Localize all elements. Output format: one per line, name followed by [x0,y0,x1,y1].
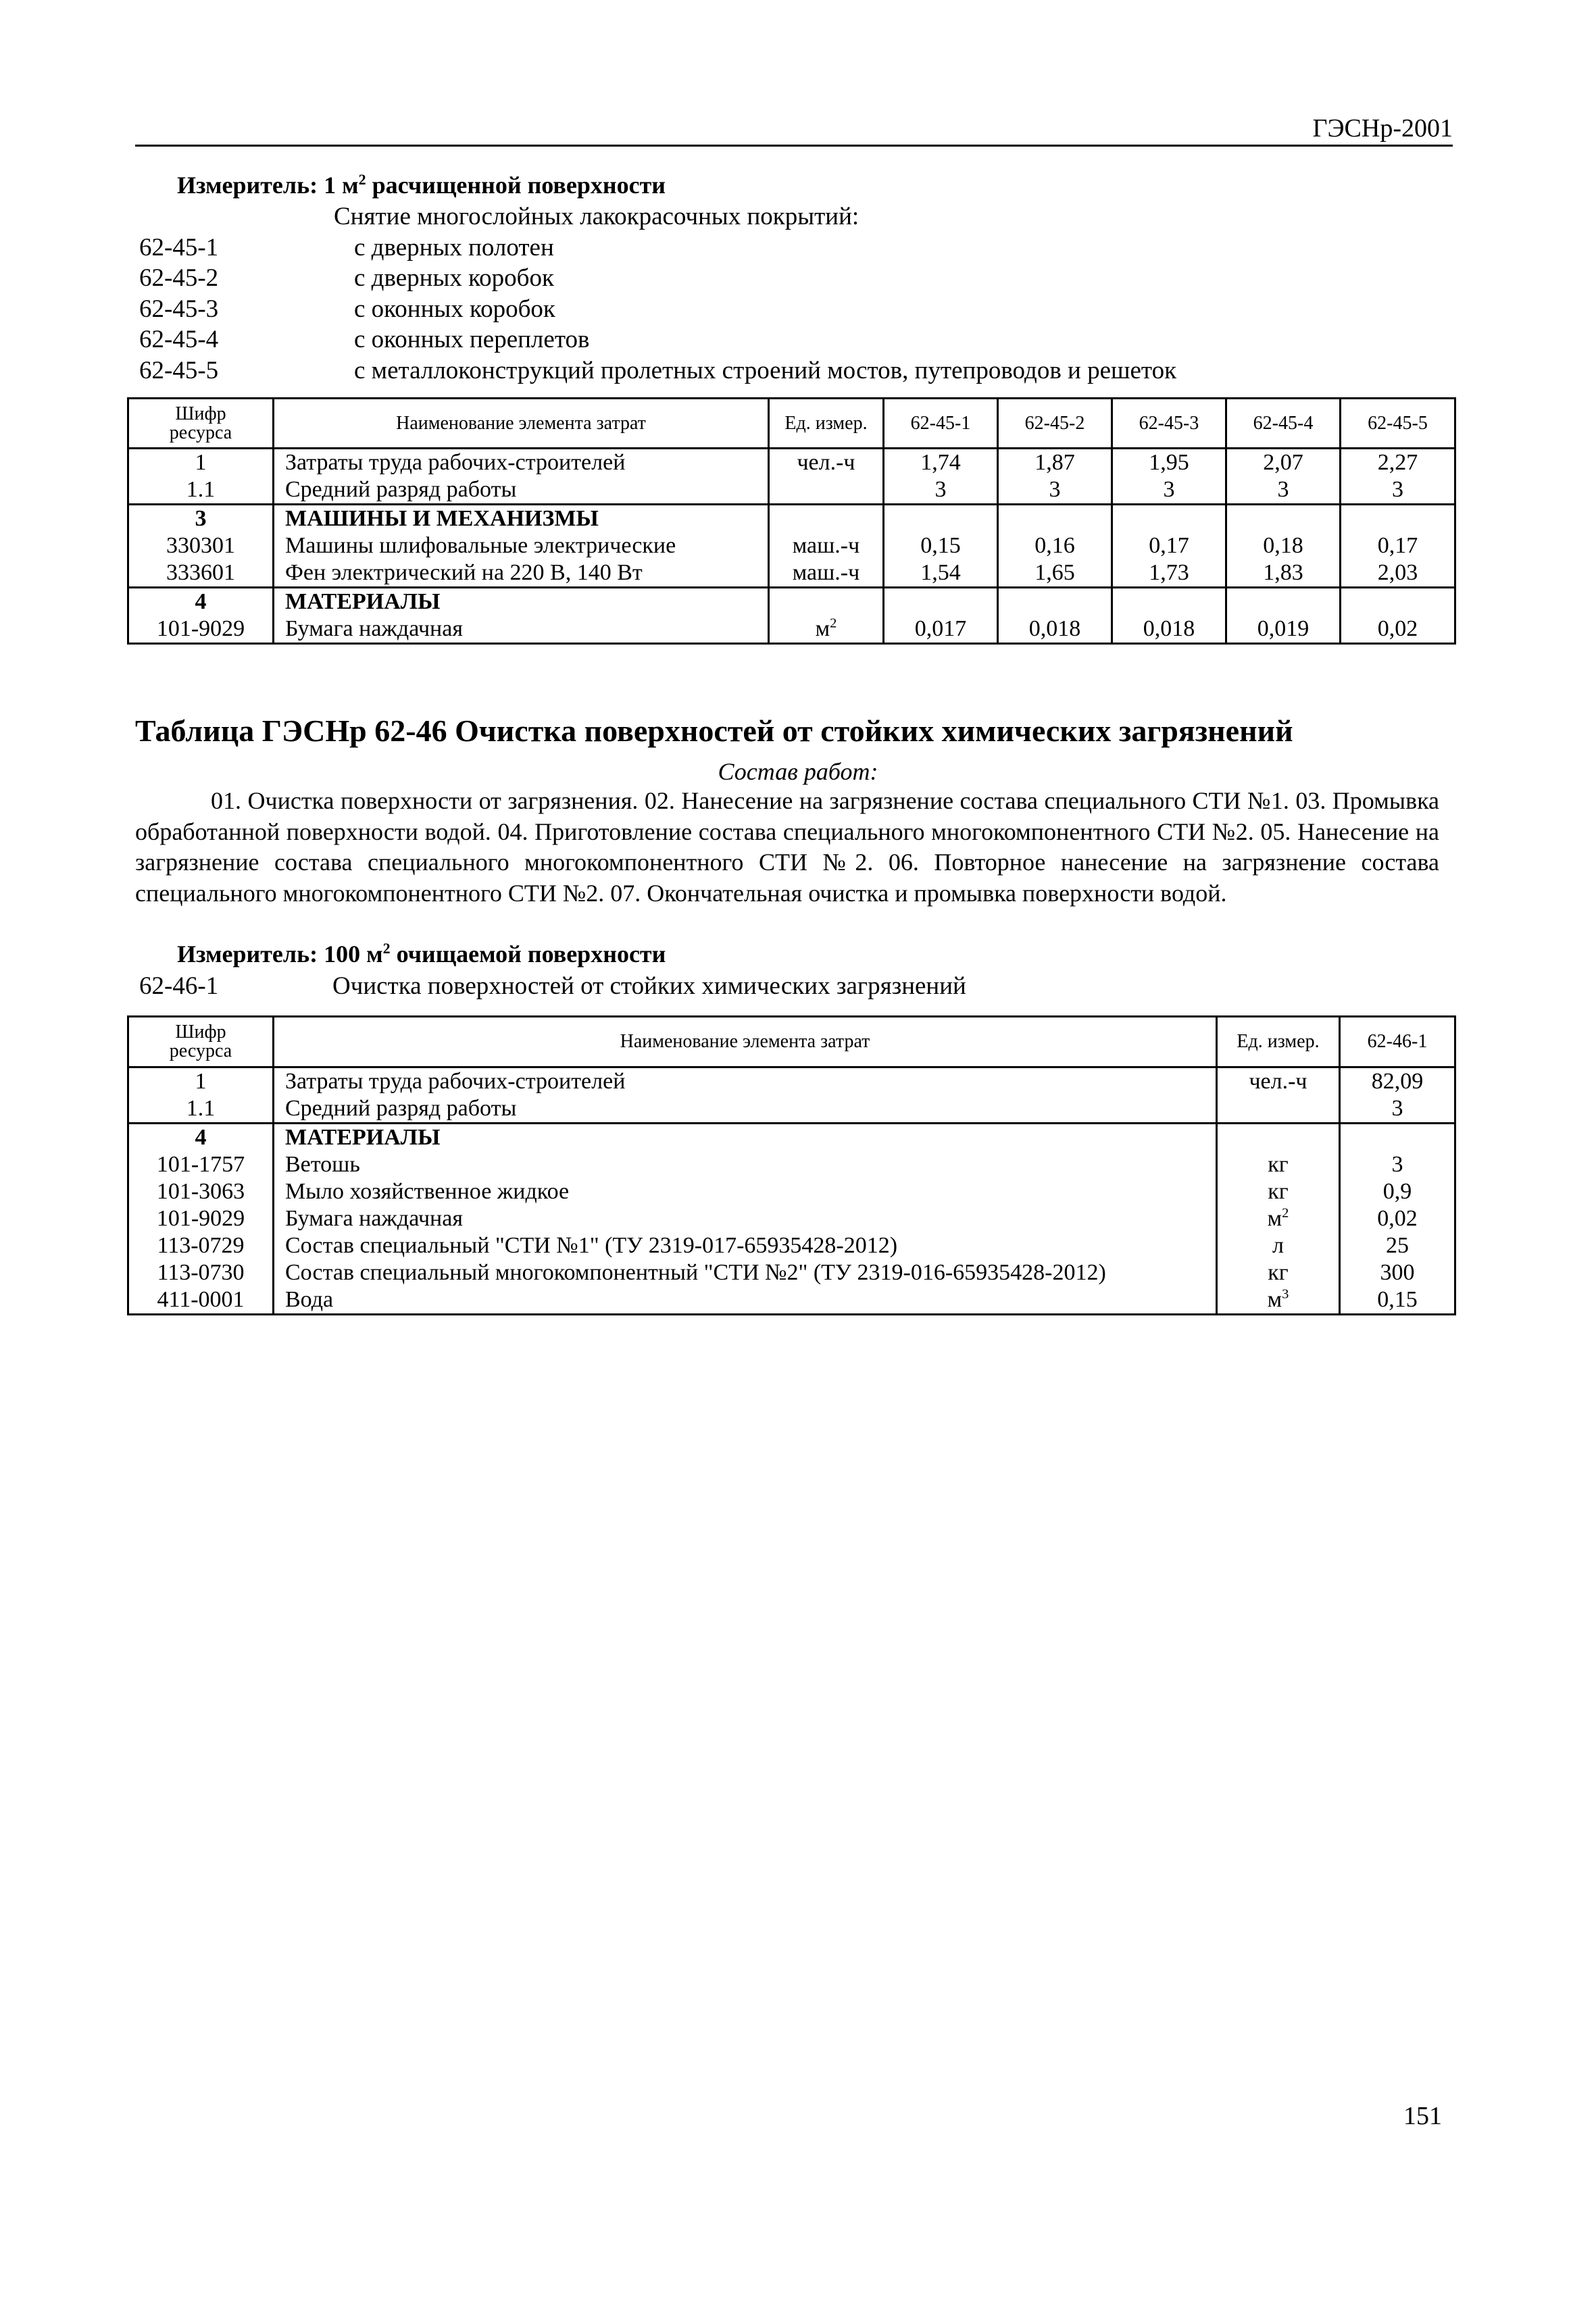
table-row [128,1151,1455,1178]
table-row [128,1259,1455,1286]
unit: чел.-ч [1217,1067,1340,1096]
resource-name: Затраты труда рабочих-строителей [274,1067,1217,1096]
norm-value: 2,07 [1226,449,1341,477]
norm-value: 1,74 [884,449,998,477]
table-row [128,1232,1455,1259]
header-norm-col: 62-45-3 [1112,399,1226,449]
table-section-row [128,588,1455,616]
page-number: 151 [1403,2102,1442,2130]
norm-value: 1,65 [998,559,1112,588]
resource-name: Средний разряд работы [274,476,769,505]
unit: л [1217,1232,1340,1259]
resource-name: Вода [274,1286,1217,1315]
resource-name: Средний разряд работы [274,1095,1217,1124]
header-unit: Ед. измер. [1217,1017,1340,1067]
work-composition-label: Состав работ: [718,758,878,785]
norm-value: 2,27 [1341,449,1455,477]
work-code: 62-46-1 [139,972,219,1000]
resource-code: 4 [128,588,274,616]
work-description: с дверных полотен [354,233,554,261]
header-norm-col: 62-45-1 [884,399,998,449]
norm-value: 0,019 [1226,615,1341,644]
norm-value: 0,15 [1340,1286,1455,1315]
unit: $м^2$ [769,615,884,644]
unit: маш.-ч [769,532,884,559]
resource-code: 3 [128,505,274,533]
table-row [128,532,1455,559]
norm-value: 3 [1112,476,1226,505]
work-description: с металлоконструкций пролетных строений мостов, путепроводов и решеток [354,356,1177,384]
work-code: 62-45-3 [139,295,219,323]
measurer-line-2: Измеритель: 100 $м^2$ очищаемой поверхности [177,940,666,967]
table-row [128,1286,1455,1315]
table-row [128,1178,1455,1205]
norm-value: 2,03 [1341,559,1455,588]
table-row [128,615,1455,644]
table-header-row [128,399,1455,449]
norm-value: 3 [998,476,1112,505]
header-norm-col: 62-45-2 [998,399,1112,449]
unit: чел.-ч [769,449,884,477]
norm-value: 1,83 [1226,559,1341,588]
resource-name: Бумага наждачная [274,1205,1217,1232]
norm-value: 1,95 [1112,449,1226,477]
work-code: 62-45-1 [139,233,219,261]
work-description: с оконных переплетов [354,326,590,353]
norm-value: 0,17 [1341,532,1455,559]
group-title: Снятие многослойных лакокрасочных покрытий: [334,203,859,230]
norm-value: 300 [1340,1259,1455,1286]
unit: кг [1217,1259,1340,1286]
table-row [128,1095,1455,1124]
measurer-line-1: Измеритель: 1 $м^2$ расчищенной поверхности [177,171,666,199]
resource-name: Состав специальный многокомпонентный "СТИ №2" (ТУ 2319-016-65935428-2012) [274,1259,1217,1286]
norm-value: 3 [1340,1151,1455,1178]
work-description: Очистка поверхностей от стойких химических загрязнений [332,972,966,1000]
resource-code: 101-3063 [128,1178,274,1205]
resource-name: Ветошь [274,1151,1217,1178]
norm-value: 0,17 [1112,532,1226,559]
header-norm-col: 62-45-4 [1226,399,1341,449]
resource-code: 101-9029 [128,1205,274,1232]
unit: кг [1217,1151,1340,1178]
unit: маш.-ч [769,559,884,588]
unit [769,476,884,505]
resource-code: 1 [128,1067,274,1096]
header-resource-code: Шифр ресурса [128,399,274,449]
resource-code: 4 [128,1124,274,1152]
resource-code: 333601 [128,559,274,588]
section-name: МАТЕРИАЛЫ [274,588,769,616]
norm-value: 0,16 [998,532,1112,559]
norm-value: 0,018 [998,615,1112,644]
norm-value: 1,73 [1112,559,1226,588]
resource-code: 1.1 [128,476,274,505]
resource-name: Мыло хозяйственное жидкое [274,1178,1217,1205]
work-description: с оконных коробок [354,295,555,323]
header-norm-col: 62-45-5 [1341,399,1455,449]
table-header-row [128,1017,1455,1067]
header-cost-element-name: Наименование элемента затрат [274,399,769,449]
norm-value: 3 [1226,476,1341,505]
resource-code: 330301 [128,532,274,559]
unit [1217,1095,1340,1124]
resource-code: 101-1757 [128,1151,274,1178]
resource-name: Затраты труда рабочих-строителей [274,449,769,477]
table-row [128,1067,1455,1096]
table-row [128,1205,1455,1232]
resource-table-62-45 [127,397,1456,645]
resource-name: Бумага наждачная [274,615,769,644]
unit: $м^2$ [1217,1205,1340,1232]
page-header [135,115,1453,147]
norm-value: 0,18 [1226,532,1341,559]
resource-name: Фен электрический на 220 В, 140 Вт [274,559,769,588]
unit: кг [1217,1178,1340,1205]
resource-table-62-46 [127,1015,1456,1315]
table-row [128,559,1455,588]
work-code: 62-45-2 [139,264,219,292]
table-section-row [128,505,1455,533]
table-row [128,476,1455,505]
norm-value: 82,09 [1340,1067,1455,1096]
work-composition-text: 01. Очистка поверхности от загрязнения. 02. Нанесение на загрязнение состава специального СТИ №1. 03. Промывка обработанной поверхности водой. 04. Приготовление состава специального многокомпонентного СТИ №2. 05. Нанесение на загрязнение состава специального многокомпонентного СТИ №2. 06. Повторное нанесение на загрязнение состава специального многокомпонентного СТИ №2. 07. Окончательная очистка и промывка поверхности водой. [135,787,1439,907]
table-section-row [128,1124,1455,1152]
norm-value: 0,15 [884,532,998,559]
norm-value: 0,9 [1340,1178,1455,1205]
norm-value: 25 [1340,1232,1455,1259]
norm-value: 3 [1341,476,1455,505]
resource-name: Состав специальный "СТИ №1" (ТУ 2319-017-65935428-2012) [274,1232,1217,1259]
header-cost-element-name: Наименование элемента затрат [274,1017,1217,1067]
work-code: 62-45-4 [139,326,219,353]
section-title: Таблица ГЭСНр 62-46 Очистка поверхностей от стойких химических загрязнений [135,713,1293,748]
header-unit: Ед. измер. [769,399,884,449]
work-description: с дверных коробок [354,264,554,292]
resource-name: Машины шлифовальные электрические [274,532,769,559]
norm-value: 3 [884,476,998,505]
resource-code: 1.1 [128,1095,274,1124]
norm-value: 1,87 [998,449,1112,477]
table-row [128,449,1455,477]
resource-code: 411-0001 [128,1286,274,1315]
norm-value: 0,018 [1112,615,1226,644]
norm-value: 0,017 [884,615,998,644]
work-code: 62-45-5 [139,356,219,384]
norm-value: 0,02 [1341,615,1455,644]
resource-code: 1 [128,449,274,477]
section-name: МАШИНЫ И МЕХАНИЗМЫ [274,505,769,533]
resource-code: 113-0730 [128,1259,274,1286]
header-resource-code: Шифр ресурса [128,1017,274,1067]
norm-value: 1,54 [884,559,998,588]
document-code: ГЭСНр-2001 [1312,114,1453,143]
section-name: МАТЕРИАЛЫ [274,1124,1217,1152]
unit: $м^3$ [1217,1286,1340,1315]
norm-value: 3 [1340,1095,1455,1124]
resource-code: 113-0729 [128,1232,274,1259]
header-norm-col: 62-46-1 [1340,1017,1455,1067]
resource-code: 101-9029 [128,615,274,644]
norm-value: 0,02 [1340,1205,1455,1232]
